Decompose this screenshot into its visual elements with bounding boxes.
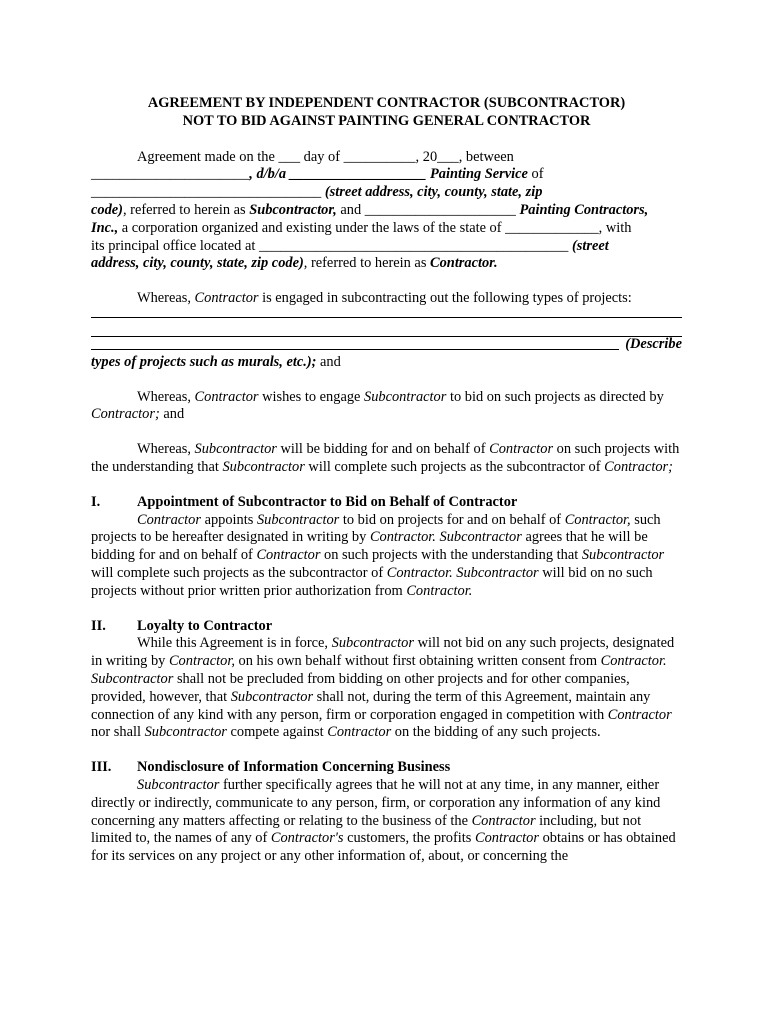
- intro-line: ______________________, d/b/a ___________________ Painting Service of: [91, 166, 544, 183]
- title-line-2: NOT TO BID AGAINST PAINTING GENERAL CONTRACTOR: [182, 112, 591, 129]
- section-body: Subcontractor further specifically agrees that he will not at any time, in any manner, either directly or indirectly, communicate to any person, firm, or corporation any information of any kind concerning any matters affecting or relating to the business of the Contractor including, but not limited to, the names of any of Contractor's customers, the profits Contractor obtains or has obtained for its services on any project or any other information of, about, or concerning the: [91, 776, 676, 865]
- section-3: [91, 759, 682, 866]
- section-1: [91, 494, 682, 601]
- section-heading: III. Nondisclosure of Information Concerning Business: [91, 759, 451, 776]
- section-heading: II. Loyalty to Contractor: [91, 617, 273, 634]
- blank-line: [91, 317, 682, 318]
- intro-line: its principal office located at ___________________________________________ (street: [91, 237, 609, 254]
- whereas-bidding: Whereas, Subcontractor will be bidding for and on behalf of Contractor on such projects with the understanding that Subcontractor will complete such projects as the subcontractor of Contractor;: [91, 441, 680, 475]
- blank-line: [91, 349, 619, 350]
- section-2: [91, 618, 682, 743]
- section-body: Contractor appoints Subcontractor to bid on projects for and on behalf of Contractor, such projects to be hereafter designated in writing by Contractor. Subcontractor agrees that he will be bidding for and on behalf of Contractor on such projects with the understanding that Subcontractor will complete such projects as the subcontractor of Contractor. Subcontractor will bid on no such projects without prior written prior authorization from Contractor.: [91, 511, 665, 599]
- intro-line: Agreement made on the ___ day of __________, 20___, between: [137, 148, 514, 165]
- intro-line: address, city, county, state, zip code), referred to herein as Contractor.: [91, 255, 498, 272]
- title-line-1: AGREEMENT BY INDEPENDENT CONTRACTOR (SUBCONTRACTOR): [147, 95, 626, 111]
- section-body: While this Agreement is in force, Subcontractor will not bid on any such projects, designated in writing by Contractor, on his own behalf without first obtaining written consent from Contractor. Subcontractor shall not be precluded from bidding on other projects and for other companies, provided, however, that Subcontractor shall not, during the term of this Agreement, maintain any connection of any kind with any person, firm or corporation engaged in competition with Contractor nor shall Subcontractor compete against Contractor on the bidding of any such projects.: [91, 635, 675, 741]
- whereas-projects: Whereas, Contractor is engaged in subcontracting out the following types of projects: (Describe types of projects such as murals, etc.); and: [91, 290, 682, 370]
- section-heading: I. Appointment of Subcontractor to Bid on Behalf of Contractor: [91, 493, 518, 510]
- whereas-engage: Whereas, Contractor wishes to engage Subcontractor to bid on such projects as directed by Contractor; and: [91, 388, 664, 423]
- intro-line: code), referred to herein as Subcontractor, and _____________________ Painting Contractors,: [91, 201, 649, 218]
- intro-paragraph: [91, 149, 682, 274]
- intro-line: ________________________________ (street address, city, county, state, zip: [91, 184, 543, 201]
- intro-line: Inc., a corporation organized and existing under the laws of the state of _____________, with: [91, 219, 632, 236]
